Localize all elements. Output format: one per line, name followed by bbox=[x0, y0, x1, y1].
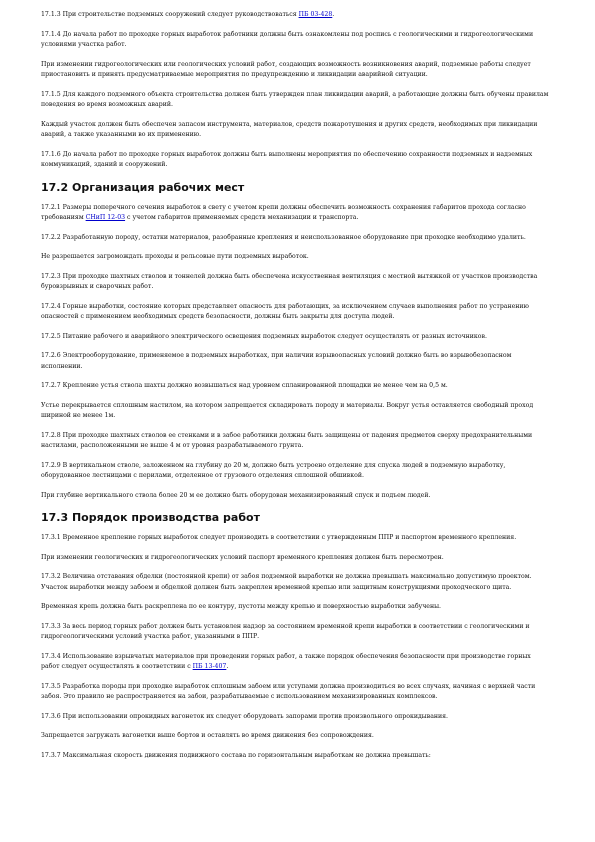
paragraph: 17.1.6 До начала работ по проходке горных выработок должны быть выполнены мероприятия по обеспечению сохранности подземных и надземных коммуникаций, зданий и сооружений. bbox=[41, 150, 533, 168]
paragraph: 17.3.4 Использование взрывчатых материалов при проведении горных работ, а также порядок обеспечения безопасности при производстве горных работ следует осуществлять в соответствии с ПБ 13-407. bbox=[41, 652, 531, 670]
paragraph: 17.3.2 Величина отставания обделки (постоянной крепи) от забоя подземной выработки не должна превышать максимально допустимую проектом. Участок выработки между забоем и обделкой должен быть закреплен временной крепью или защитным конструкциями проходческого щита. bbox=[41, 573, 532, 591]
paragraph: При изменении гидрогеологических или геологических условий работ, создающих возможность возникновения аварий, подземные работы следует приостановить и принять предусматриваемые мероприятия по предупреждению и ликвидации аварийной ситуации. bbox=[41, 60, 531, 78]
paragraph: При глубине вертикального ствола более 20 м ее должно быть оборудован механизированный спуск и подъем людей. bbox=[41, 491, 431, 499]
regulation-link[interactable]: ПБ 03-428 bbox=[298, 11, 333, 18]
paragraph: 17.3.1 Временное крепление горных выработок следует производить в соответствии с утвержденным ППР и паспортом временного крепления. bbox=[41, 534, 517, 541]
paragraph: Запрещается загружать вагонетки выше бортов и оставлять во время движения без сопровождения. bbox=[41, 732, 374, 739]
paragraph: 17.2.6 Электрооборудование, применяемое в подземных выработках, при наличии взрывоопасных условий должно быть во взрывобезопасном исполнении. bbox=[41, 352, 512, 370]
regulation-link[interactable]: СНиП 12-03 bbox=[85, 214, 126, 221]
paragraph: 17.1.3 При строительстве подземных сооружений следует руководствоваться ПБ 03-428. bbox=[41, 11, 335, 18]
paragraph: 17.2.7 Крепление устья ствола шахты должно возвышаться над уровнем спланированной площадки не менее чем на 0,5 м. bbox=[41, 382, 448, 389]
paragraph: 17.2.8 При проходке шахтных стволов ее стенками и в забое работники должны быть защищены от падения предметов сверху предохранительными настилами, расположенными не выше 4 м от уровня разрабатываемого грунта. bbox=[41, 431, 533, 449]
paragraph: При изменении геологических и гидрогеологических условий паспорт временного крепления должен быть пересмотрен. bbox=[41, 553, 444, 561]
paragraph: 17.2.5 Питание рабочего и аварийного электрического освещения подземных выработок следует осуществлять от разных источников. bbox=[41, 332, 487, 340]
paragraph: 17.3.6 При использовании опрокидных вагонеток их следует оборудовать запорами против произвольного опрокидывания. bbox=[41, 712, 449, 720]
section-heading: 17.2 Организация рабочих мест bbox=[41, 180, 245, 194]
paragraph: 17.3.5 Разработка породы при проходке выработок сплошным забоем или уступами должна производиться во всех случаях, начиная с верхней части забоя. Это правило не распространяется на забои, разрабатываемые с использованием механизированных комплексов. bbox=[41, 682, 536, 700]
paragraph: Каждый участок должен быть обеспечен запасом инструмента, материалов, средств пожаротушения и других средств, необходимых при ликвидации аварий, а также указанными во их применению. bbox=[41, 120, 538, 138]
section-heading: 17.3 Порядок производства работ bbox=[41, 511, 260, 524]
regulation-link[interactable]: ПБ 13-407 bbox=[192, 663, 227, 670]
paragraph: Устье перекрывается сплошным настилом, на котором запрещается складировать породу и материалы. Вокруг устья оставляется свободный проход шириной не менее 1м. bbox=[41, 401, 534, 419]
paragraph: 17.1.5 Для каждого подземного объекта строительства должен быть утвержден план ликвидации аварий, а работающие должны быть обучены правилам поведения во время возможных аварий. bbox=[41, 90, 549, 108]
paragraph: 17.2.2 Разработанную породу, остатки материалов, разобранные крепления и неиспользованное оборудование при проходке необходимо удалить. bbox=[41, 233, 526, 241]
paragraph: Временная крепь должна быть раскреплена по ее контуру, пустоты между крепью и поверхностью выработки забучены. bbox=[41, 603, 441, 610]
paragraph: 17.2.3 При проходке шахтных стволов и тоннелей должна быть обеспечена искусственная вентиляция с местной вытяжкой от участков производства буровзрывных и сварочных работ. bbox=[41, 272, 538, 290]
paragraph: 17.3.7 Максимальная скорость движения подвижного состава по горизонтальным выработкам не должна превышать: bbox=[41, 751, 431, 759]
paragraph: Не разрешается загромождать проходы и рельсовые пути подземных выработок. bbox=[41, 253, 309, 260]
paragraph: 17.2.4 Горные выработки, состояние которых представляет опасность для работающих, за исключением случаев выполнения работ по устранению опасностей с применением необходимых средств безопасности, должны быть закрыты для доступа людей. bbox=[41, 302, 529, 320]
paragraph: 17.2.9 В вертикальном стволе, заложенном на глубину до 20 м, должно быть устроено отделение для спуска людей в подземную выработку, оборудованное лестницами с перилами, отделенное от грузового отделения сплошной обшивкой. bbox=[41, 461, 506, 479]
paragraph: 17.1.4 До начала работ по проходке горных выработок работники должны быть ознакомлены под роспись с геологическими и гидрогеологическими условиями участка работ. bbox=[41, 30, 534, 48]
paragraph: 17.3.3 За весь период горных работ должен быть установлен надзор за состоянием временной крепи выработки в соответствии с геологическими и гидрогеологическими условий участка работ, указанными в ППР. bbox=[41, 622, 530, 640]
paragraph: 17.2.1 Размеры поперечного сечения выработок в свету с учетом крепи должны обеспечить возможность сохранения габаритов прохода согласно требованиям СНиП 12-03 с учетом габаритов применяемых средств механизации и транспорта. bbox=[41, 203, 526, 221]
